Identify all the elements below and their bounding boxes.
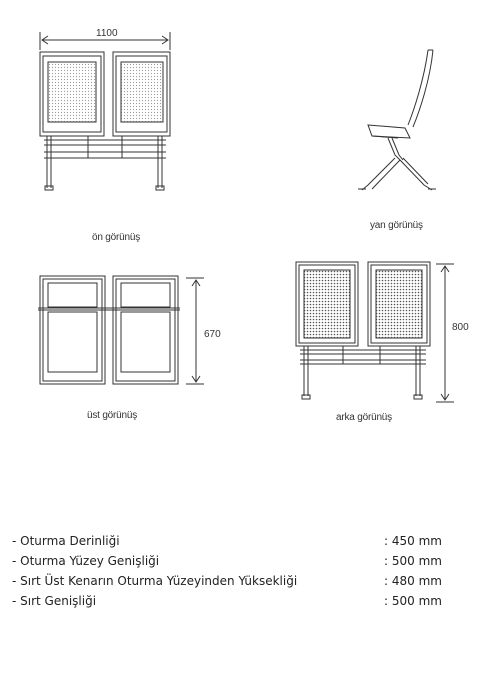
side-view-caption: yan görünüş bbox=[370, 220, 423, 231]
spec-label: - Oturma Derinliği bbox=[12, 534, 120, 548]
spec-row-backrest-width bbox=[12, 591, 442, 611]
front-view bbox=[40, 32, 170, 190]
top-view bbox=[38, 276, 204, 384]
back-view bbox=[296, 262, 454, 402]
side-view bbox=[358, 50, 436, 190]
spec-value: : 450 mm bbox=[384, 534, 442, 548]
spec-list bbox=[12, 531, 442, 611]
front-width-dimension: 1100 bbox=[96, 28, 118, 39]
spec-value: : 500 mm bbox=[384, 554, 442, 568]
spec-label: - Sırt Üst Kenarın Oturma Yüzeyinden Yüksekliği bbox=[12, 574, 298, 588]
spec-label: - Oturma Yüzey Genişliği bbox=[12, 554, 160, 568]
spec-row-seat-depth bbox=[12, 531, 442, 551]
top-view-caption: üst görünüş bbox=[87, 410, 138, 421]
spec-row-seat-width bbox=[12, 551, 442, 571]
spec-label: - Sırt Genişliği bbox=[12, 594, 97, 608]
spec-value: : 480 mm bbox=[384, 574, 442, 588]
spec-value: : 500 mm bbox=[384, 594, 442, 608]
spec-row-backrest-height bbox=[12, 571, 442, 591]
front-view-caption: ön görünüş bbox=[92, 232, 141, 243]
top-depth-dimension: 670 bbox=[204, 329, 221, 340]
back-view-caption: arka görünüş bbox=[336, 412, 392, 423]
back-height-dimension: 800 bbox=[452, 322, 469, 333]
